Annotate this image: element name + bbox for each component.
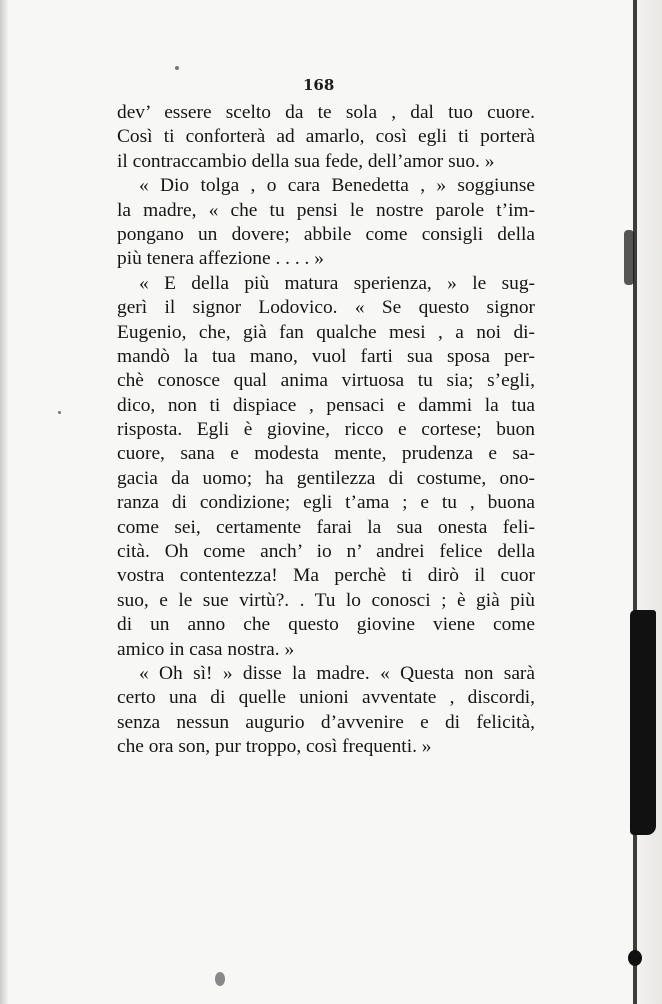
text-line: « E della più matura sperienza, » le sug- xyxy=(139,272,535,294)
text-line: amico in casa nostra. » xyxy=(117,638,295,660)
binding-shadow xyxy=(633,0,637,1004)
text-line: la madre, « che tu pensi le nostre parole t’im- xyxy=(117,199,535,221)
text-line: più tenera affezione . . . . » xyxy=(117,248,324,270)
text-line: dico, non ti dispiace , pensaci e dammi la tua xyxy=(117,394,535,416)
paper-speck xyxy=(215,972,225,986)
ink-stain xyxy=(628,950,642,966)
text-line: Eugenio, che, già fan qualche mesi , a noi di- xyxy=(117,321,535,343)
text-line: cuore, sana e modesta mente, prudenza e sa- xyxy=(117,443,535,465)
text-line: ranza di condizione; egli t’ama ; e tu , buona xyxy=(117,492,535,514)
paper-speck xyxy=(58,411,61,414)
text-line: vostra contentezza! Ma perchè ti dirò il cuor xyxy=(117,565,535,587)
page-left-edge xyxy=(0,0,9,1004)
text-line: cità. Oh come anch’ io n’ andrei felice della xyxy=(117,541,535,563)
text-line: gerì il signor Lodovico. « Se questo signor xyxy=(117,297,535,319)
text-line: il contraccambio della sua fede, dell’amor suo. » xyxy=(117,150,495,172)
ink-stain xyxy=(624,230,634,285)
ink-stain xyxy=(630,610,656,835)
text-line: senza nessun augurio d’avvenire e di felicità, xyxy=(117,711,535,733)
text-line: « Dio tolga , o cara Benedetta , » soggiunse xyxy=(139,175,535,197)
text-line: gacia da uomo; ha gentilezza di costume, ono- xyxy=(117,467,535,489)
text-line: suo, e le sue virtù?. . Tu lo conosci ; è già più xyxy=(117,589,535,611)
text-line: dev’ essere scelto da te sola , dal tuo cuore. xyxy=(117,102,535,123)
text-line: di un anno che questo giovine viene come xyxy=(117,614,535,636)
text-line: risposta. Egli è giovine, ricco e cortese; buon xyxy=(117,419,535,441)
text-line: mandò la tua mano, vuol farti sua sposa per- xyxy=(117,345,535,367)
text-line: come sei, certamente farai la sua onesta feli- xyxy=(117,516,535,538)
body-text xyxy=(117,101,535,760)
text-line: « Oh sì! » disse la madre. « Questa non sarà xyxy=(139,662,535,684)
text-line: certo una di quelle unioni avventate , discordi, xyxy=(117,687,535,709)
page-number: 168 xyxy=(303,76,335,94)
paper-speck xyxy=(175,66,179,70)
text-line: chè conosce qual anima virtuosa tu sia; s’egli, xyxy=(117,370,535,392)
text-line: che ora son, pur troppo, così frequenti. » xyxy=(117,736,432,758)
text-line: Così ti conforterà ad amarlo, così egli ti porterà xyxy=(117,126,535,148)
text-line: pongano un dovere; abbile come consigli della xyxy=(117,223,535,245)
